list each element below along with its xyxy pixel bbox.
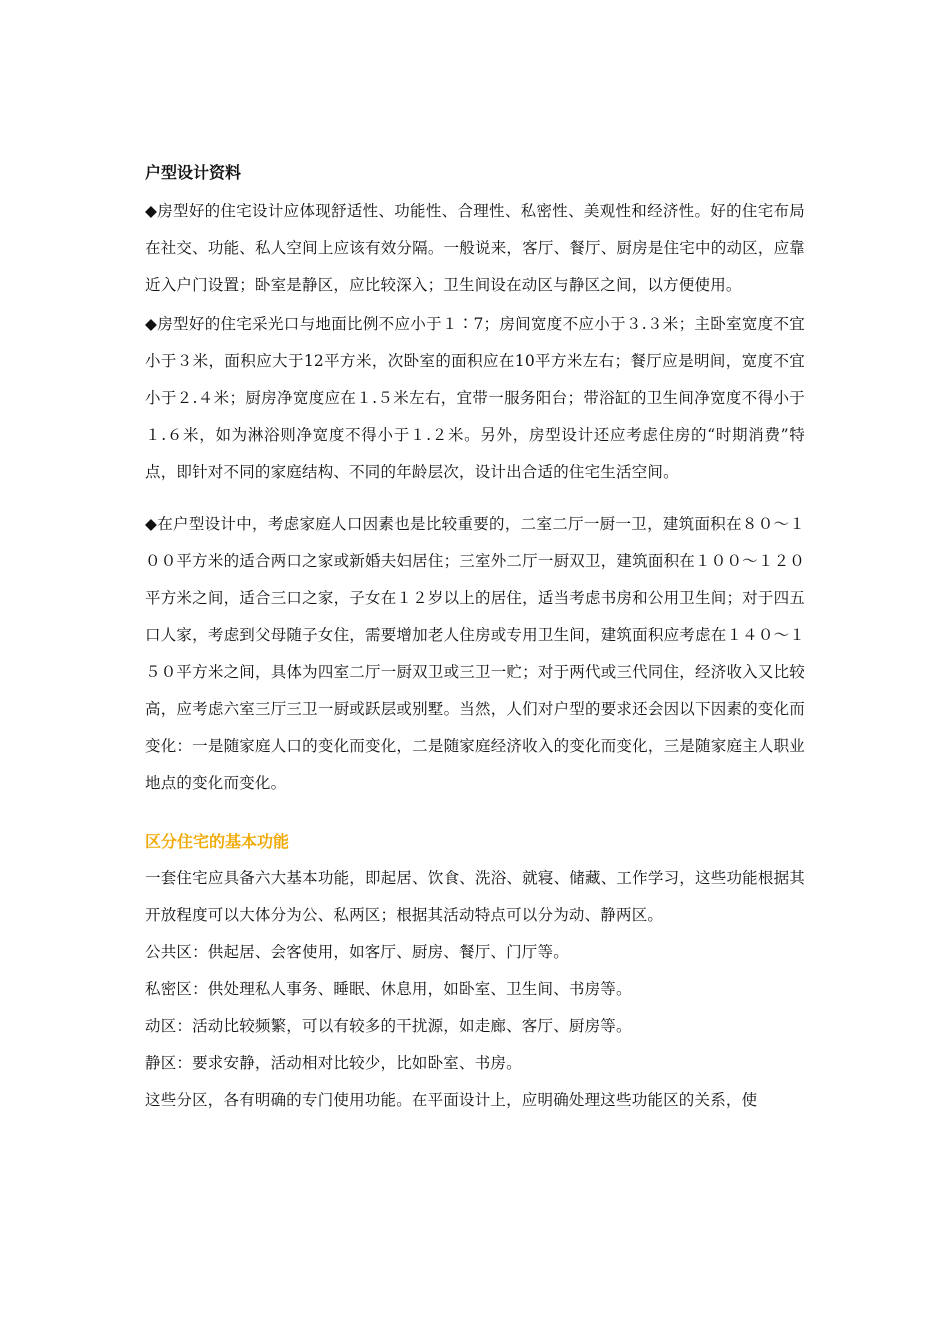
- paragraph-active-zone: 动区：活动比较频繁，可以有较多的干扰源，如走廊、客厅、厨房等。: [145, 1017, 632, 1035]
- paragraph-room-dimensions: ◆房型好的住宅采光口与地面比例不应小于１∶7；房间宽度不应小于３.３米；主卧室宽度不宜小于３米，面积应大于12平方米，次卧室的面积应在10平方米左右；餐厅应是明间，宽度不宜小于２.４米；厨房净宽度应在１.５米左右，宜带一服务阳台；带浴缸的卫生间净宽度不得小于１.６米，如为淋浴则净宽度不得小于１.２米。另外，房型设计还应考虑住房的“时期消费”特点，即针对不同的家庭结构、不同的年龄层次，设计出合适的住宅生活空间。: [145, 315, 805, 481]
- document-content: [145, 155, 805, 1119]
- section-title: 区分住宅的基本功能: [145, 832, 290, 851]
- paragraph-family-size: ◆在户型设计中，考虑家庭人口因素也是比较重要的，二室二厅一厨一卫，建筑面积在８０～１００平方米的适合两口之家或新婚夫妇居住；三室外二厅一厨双卫，建筑面积在１００～１２０平方米之间，适合三口之家，子女在１２岁以上的居住，适当考虑书房和公用卫生间；对于四五口人家，考虑到父母随子女住，需要增加老人住房或专用卫生间，建筑面积应考虑在１４０～１５０平方米之间，具体为四室二厅一厨双卫或三卫一贮；对于两代或三代同住，经济收入又比较高，应考虑六室三厅三卫一厨或跃层或别墅。当然，人们对户型的要求还会因以下因素的变化而变化：一是随家庭人口的变化而变化，二是随家庭经济收入的变化而变化，三是随家庭主人职业地点的变化而变化。: [145, 515, 805, 792]
- paragraph-public-zone: 公共区：供起居、会客使用，如客厅、厨房、餐厅、门厅等。: [145, 943, 569, 961]
- paragraph-quiet-zone: 静区：要求安静，活动相对比较少，比如卧室、书房。: [145, 1054, 522, 1072]
- document-title: 户型设计资料: [145, 163, 242, 182]
- paragraph-zone-relations: 这些分区，各有明确的专门使用功能。在平面设计上，应明确处理这些功能区的关系，使: [145, 1091, 758, 1109]
- paragraph-basic-functions: 一套住宅应具备六大基本功能，即起居、饮食、洗浴、就寝、储藏、工作学习，这些功能根据其开放程度可以大体分为公、私两区；根据其活动特点可以分为动、静两区。: [145, 869, 805, 924]
- paragraph-private-zone: 私密区：供处理私人事务、睡眠、休息用，如卧室、卫生间、书房等。: [145, 980, 632, 998]
- paragraph-house-design: ◆房型好的住宅设计应体现舒适性、功能性、合理性、私密性、美观性和经济性。好的住宅布局在社交、功能、私人空间上应该有效分隔。一般说来，客厅、餐厅、厨房是住宅中的动区，应靠近入户门设置；卧室是静区，应比较深入；卫生间设在动区与静区之间，以方便使用。: [145, 202, 805, 294]
